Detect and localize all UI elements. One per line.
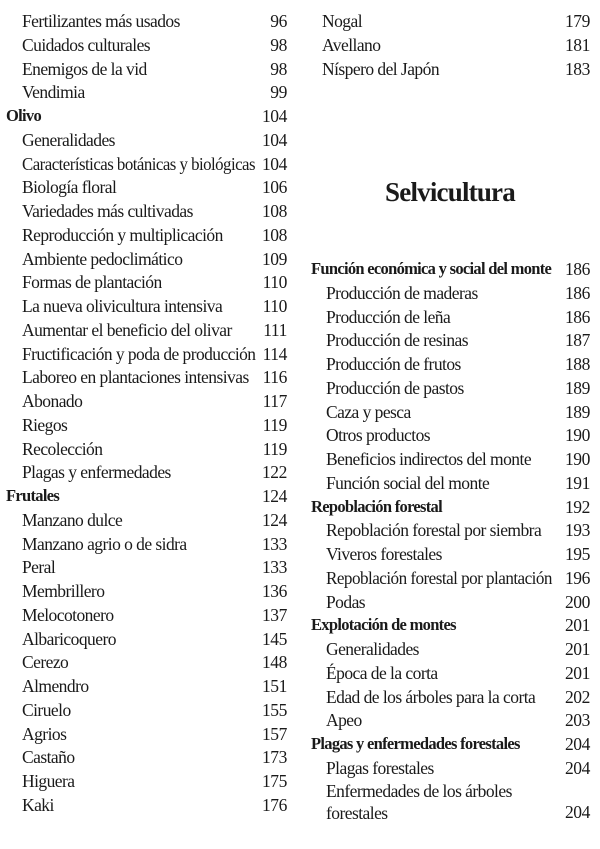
toc-page-number: 136 [261,581,287,601]
toc-entry-label: Aumentar el beneficio del olivar [22,319,232,340]
toc-entry [0,769,300,793]
toc-entry [300,328,600,352]
toc-page-number: 173 [261,747,287,768]
toc-entry [300,305,600,329]
toc-page-number: 133 [261,557,287,578]
toc-entry-label: Época de la corta [326,662,438,683]
toc-page-number: 203 [564,710,590,731]
toc-page-number: 204 [564,734,590,754]
toc-entry-label: Apeo [326,710,362,731]
toc-page-number: 104 [261,153,287,174]
toc-page-number: 122 [261,462,287,483]
toc-entry-label: Níspero del Japón [322,58,440,79]
toc-entry-label: Higuera [22,771,75,791]
toc-page-number: 181 [564,34,590,55]
toc-entry-label: Características botánicas y biológicas [22,153,256,174]
toc-entry [0,460,300,484]
toc-page-number: 119 [262,414,287,435]
toc-entry [300,9,600,33]
toc-entry-label: Agrios [22,723,67,744]
toc-entry [300,400,600,424]
toc-entry-label: Kaki [22,794,54,815]
toc-entry-label: Peral [22,557,56,578]
toc-entry [0,342,300,366]
toc-page-number: 186 [564,282,590,303]
toc-entry-label: Plagas y enfermedades [22,462,171,483]
toc-entry [300,685,600,709]
toc-entry [0,508,300,532]
toc-entry-label: Abonado [22,391,83,411]
toc-heading [300,732,600,756]
toc-entry-label: Ambiente pedoclimático [22,248,183,269]
toc-entry-label: Repoblación forestal por plantación [326,567,552,588]
toc-entry [300,661,600,685]
toc-entry [0,389,300,413]
toc-page-number: 189 [564,377,590,398]
toc-entry [0,674,300,698]
toc-page-number: 145 [261,628,287,649]
toc-entry [0,555,300,579]
toc-page-number: 201 [564,615,590,636]
toc-page-number: 191 [564,472,590,493]
toc-entry-label: Repoblación forestal por siembra [326,520,542,541]
toc-entry [300,590,600,614]
toc-page-number: 201 [564,662,590,683]
toc-entry [300,566,600,590]
toc-page-number: 98 [270,34,287,55]
toc-page-number: 99 [270,82,287,103]
toc-entry-label: Laboreo en plantaciones intensivas [22,367,249,388]
toc-page-number: 104 [261,129,287,150]
toc-entry [300,33,600,57]
toc-entry-label: Caza y pesca [326,401,411,422]
toc-entry-label: Edad de los árboles para la corta [326,686,536,707]
toc-heading [0,484,300,508]
toc-page-number: 96 [270,11,287,31]
toc-page-number: 200 [564,591,590,612]
toc-page-number: 151 [261,676,287,696]
toc-page-number: 98 [270,58,287,79]
toc-entry-label: Producción de frutos [326,354,461,374]
toc-page-number: 179 [564,11,590,31]
toc-page-number: 189 [564,401,590,422]
toc-entry [0,9,300,33]
toc-page-number: 137 [261,604,287,625]
toc-entry-label: Albaricoquero [22,628,116,649]
toc-entry-label: Cuidados culturales [22,34,151,55]
toc-entry [0,57,300,81]
toc-entry-label: Producción de pastos [326,377,464,398]
toc-page-number: 110 [262,272,287,293]
toc-entry [300,447,600,471]
toc-page-number: 114 [262,343,287,364]
toc-entry [0,698,300,722]
toc-entry-label: Otros productos [326,425,431,446]
toc-page-number: 157 [261,723,287,744]
toc-entry [300,57,600,81]
toc-entry [300,780,600,824]
toc-entry [300,423,600,447]
toc-page-number: 176 [261,794,287,815]
toc-entry-label: Almendro [22,676,89,696]
toc-entry-label: Castaño [22,747,75,768]
toc-entry-label: Variedades más cultivadas [22,201,193,221]
toc-entry [0,413,300,437]
toc-entry-label: Función social del monte [326,472,490,493]
toc-page-number: 196 [564,567,590,588]
toc-entry-label: Formas de plantación [22,272,162,293]
toc-entry-label: Enfermedades de los árboles forestales [326,780,512,823]
toc-page-number: 188 [564,354,590,374]
toc-entry [0,365,300,389]
toc-entry-label: Plagas forestales [326,757,434,778]
toc-entry-label: Podas [326,591,366,612]
toc-heading-label: Explotación de montes [311,615,456,635]
toc-page-number: 119 [262,438,287,459]
toc-page-number: 175 [261,771,287,791]
toc-entry [300,708,600,732]
toc-entry-label: Producción de maderas [326,282,478,303]
toc-entry-label: Recolección [22,438,103,459]
toc-entry-label: Vendimia [22,82,85,103]
toc-page-number: 204 [564,757,590,778]
toc-entry [0,745,300,769]
toc-entry [0,603,300,627]
toc-page-number: 133 [261,533,287,554]
toc-entry-label: Generalidades [326,639,419,659]
toc-page-number: 108 [261,201,287,221]
toc-page-number: 117 [262,391,287,411]
toc-page-number: 148 [261,652,287,673]
toc-entry-label: Manzano dulce [22,509,123,530]
toc-entry [0,33,300,57]
toc-entry [0,579,300,603]
toc-entry [0,318,300,342]
toc-entry [300,281,600,305]
toc-entry-label: Manzano agrio o de sidra [22,533,187,554]
toc-entry [0,175,300,199]
toc-entry-label: Fructificación y poda de producción [22,343,256,364]
toc-page-number: 183 [564,58,590,79]
toc-entry [0,722,300,746]
toc-entry [0,152,300,176]
toc-entry-label: Cerezo [22,652,69,673]
toc-page-number: 202 [564,686,590,707]
toc-entry-label: Melocotonero [22,604,114,625]
toc-entry-label: Viveros forestales [326,544,442,564]
toc-entry [300,376,600,400]
toc-entry [300,637,600,661]
toc-entry-label: Reproducción y multiplicación [22,224,223,245]
toc-entry-label: Riegos [22,414,68,435]
toc-entry [300,518,600,542]
toc-page-number: 193 [564,520,590,541]
toc-entry [0,532,300,556]
toc-heading [300,257,600,281]
toc-entry-label: Beneficios indirectos del monte [326,449,532,469]
toc-entry-label: Fertilizantes más usados [22,11,180,31]
toc-heading-label: Función económica y social del monte [311,259,552,278]
toc-page-number: 106 [261,177,287,198]
toc-page-number: 201 [564,639,590,659]
toc-heading [300,495,600,519]
toc-entry [0,223,300,247]
toc-page-number: 190 [564,425,590,446]
toc-page-number: 116 [262,367,287,388]
toc-entry [300,542,600,566]
toc-page-number: 186 [564,306,590,327]
toc-entry [0,80,300,104]
toc-heading-label: Frutales [6,486,60,505]
section-title: Selvicultura [385,177,515,207]
toc-page-number: 192 [564,496,590,517]
toc-entry-label: Producción de resinas [326,330,469,351]
toc-entry [300,471,600,495]
toc-entry [0,627,300,651]
toc-page-number: 187 [564,330,590,351]
toc-page-number: 190 [564,449,590,469]
toc-page-number: 111 [263,319,287,340]
toc-entry-label: La nueva olivicultura intensiva [22,296,223,316]
toc-heading-label: Repoblación forestal [311,496,442,516]
toc-heading-label: Plagas y enfermedades forestales [311,734,520,753]
toc-entry [0,294,300,318]
toc-entry-label: Membrillero [22,581,105,601]
toc-entry [0,270,300,294]
toc-heading [300,613,600,637]
toc-entry [300,352,600,376]
toc-page-number: 110 [262,296,287,316]
toc-entry [300,756,600,780]
toc-page-number: 186 [564,259,590,279]
toc-entry-label: Generalidades [22,129,115,150]
toc-heading-label: Olivo [6,106,42,125]
toc-page-number: 108 [261,224,287,245]
toc-entry-label: Enemigos de la vid [22,58,147,79]
toc-entry-label: Ciruelo [22,699,71,720]
toc-heading [0,104,300,128]
toc-page-number: 109 [261,248,287,269]
toc-entry [0,437,300,461]
toc-entry-label: Avellano [322,34,381,55]
toc-page-number: 155 [261,699,287,720]
toc-entry [0,793,300,817]
toc-page-number: 204 [564,801,590,822]
toc-page-number: 104 [261,106,287,126]
toc-entry [0,199,300,223]
toc-entry [0,650,300,674]
toc-entry-label: Biología floral [22,177,117,198]
toc-right-column [300,0,600,849]
toc-entry [0,247,300,271]
toc-entry-label: Producción de leña [326,306,451,327]
toc-entry [0,128,300,152]
toc-page-number: 124 [261,486,287,506]
toc-page-number: 195 [564,544,590,564]
toc-page-number: 124 [261,509,287,530]
toc-entry-label: Nogal [322,11,363,31]
